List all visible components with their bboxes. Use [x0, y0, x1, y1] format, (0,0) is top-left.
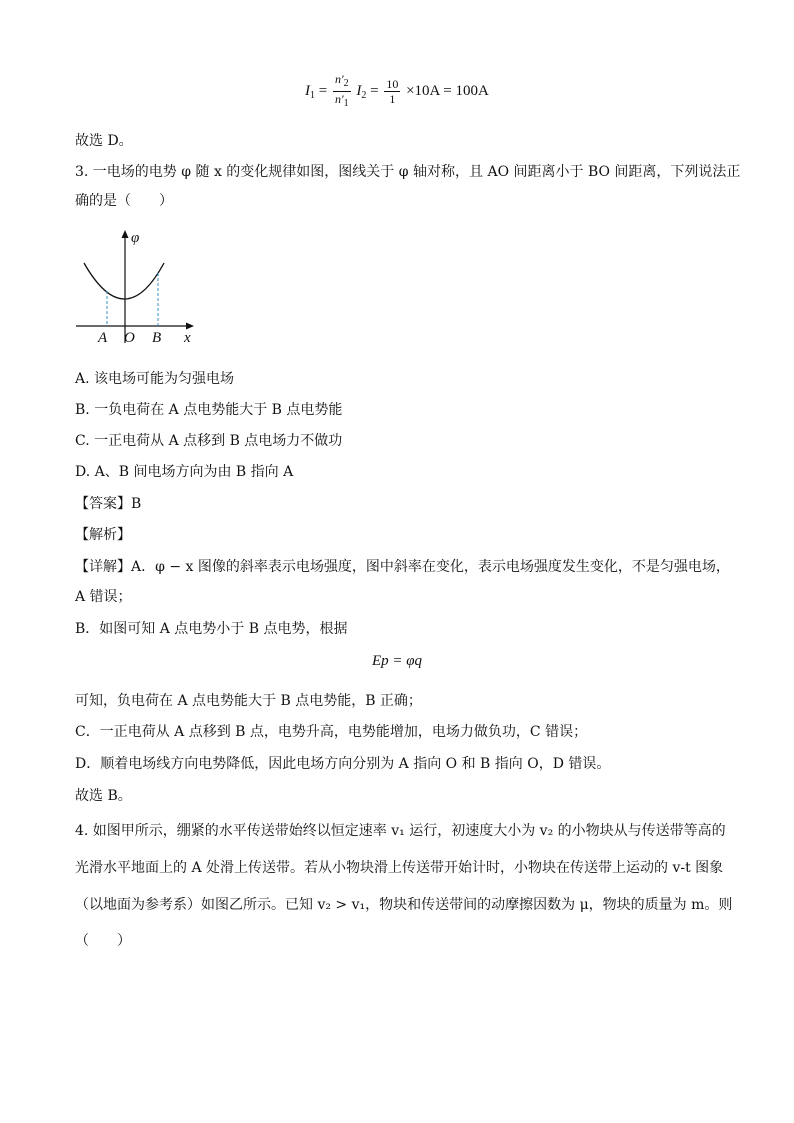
frac-den-sub: 1 — [343, 98, 349, 109]
formula-rhs: ×10A = 100A — [406, 82, 489, 99]
point-b-label: B — [152, 330, 162, 346]
q3-detail-line1: 【详解】A．φ − x 图像的斜率表示电场强度，图中斜率在变化，表示电场强度发生变化，不是匀强电场， — [75, 559, 730, 575]
q4-line4: （ ） — [75, 933, 131, 949]
formula-lhs-sub: 1 — [310, 89, 315, 101]
frac-num-sub: 2 — [343, 78, 349, 89]
q3-stem-line1: 3. 一电场的电势 φ 随 x 的变化规律如图，图线关于 φ 轴对称，且 AO 间距离小于 BO 间距离，下列说法正 — [75, 164, 741, 180]
q4-line2: 光滑水平地面上的 A 处滑上传送带。若从小物块滑上传送带开始计时，小物块在传送带上运动的 v-t 图象 — [75, 860, 724, 876]
q3-answer: 【答案】B — [75, 496, 142, 512]
formula-mid-sub: 2 — [361, 89, 367, 101]
formula-mid-var: I — [356, 82, 362, 99]
y-axis-arrow — [122, 230, 129, 238]
frac-num: n′ — [334, 72, 344, 86]
point-o-label: O — [124, 330, 135, 346]
q3-stem-line2: 确的是（ ） — [75, 193, 173, 209]
potential-curve — [84, 263, 164, 299]
formula-lhs: I — [305, 82, 310, 99]
q3-detail-b-line2: 可知，负电荷在 A 点电势能大于 B 点电势能，B 正确； — [75, 693, 422, 709]
q3-option-d: D. A、B 间电场方向为由 B 指向 A — [75, 464, 294, 480]
q4-line3: （以地面为参考系）如图乙所示。已知 v₂ > v₁，物块和传送带间的动摩擦因数为 μ，物块的质量为 m。则 — [75, 897, 733, 913]
q4-line1: 4. 如图甲所示，绷紧的水平传送带始终以恒定速率 v₁ 运行，初速度大小为 v₂ 的小物块从与传送带等高的 — [75, 823, 726, 839]
numeric-frac-num: 10 — [386, 77, 399, 91]
q3-conclusion: 故选 B。 — [75, 788, 132, 804]
numeric-fraction — [384, 77, 400, 106]
q3-analysis-label: 【解析】 — [75, 527, 131, 543]
numeric-frac-den: 1 — [389, 92, 396, 106]
x-axis-label: x — [184, 330, 191, 346]
y-axis-label: φ — [131, 230, 140, 246]
x-axis-arrow — [186, 323, 194, 330]
q3-option-c: C. 一正电荷从 A 点移到 B 点电场力不做功 — [75, 433, 343, 449]
q2-conclusion: 故选 D。 — [75, 133, 133, 149]
q3-detail-b-line1: B．如图可知 A 点电势小于 B 点电势，根据 — [75, 621, 348, 637]
q3-detail-d: D．顺着电场线方向电势降低，因此电场方向分别为 A 指向 O 和 B 指向 O，D 错误。 — [75, 756, 611, 772]
frac-den: n′ — [334, 92, 344, 106]
formula-potential-energy: Ep = φq — [371, 653, 423, 669]
potential-graph-figure — [72, 225, 212, 350]
turns-ratio-fraction — [333, 72, 351, 111]
point-a-label: A — [98, 330, 108, 346]
q3-detail-c: C．一正电荷从 A 点移到 B 点，电势升高，电势能增加，电场力做负功，C 错误； — [75, 724, 588, 740]
q3-option-b: B. 一负电荷在 A 点电势能大于 B 点电势能 — [75, 402, 343, 418]
formula-current-ratio: $I_1$ = $\frac{n'_2}{n'_1}$ $I_2$ = $\frac{10}{1}$ ×10A = 100A — [305, 72, 489, 109]
q3-option-a: A. 该电场可能为匀强电场 — [75, 371, 235, 387]
q3-detail-line2: A 错误； — [75, 589, 132, 605]
